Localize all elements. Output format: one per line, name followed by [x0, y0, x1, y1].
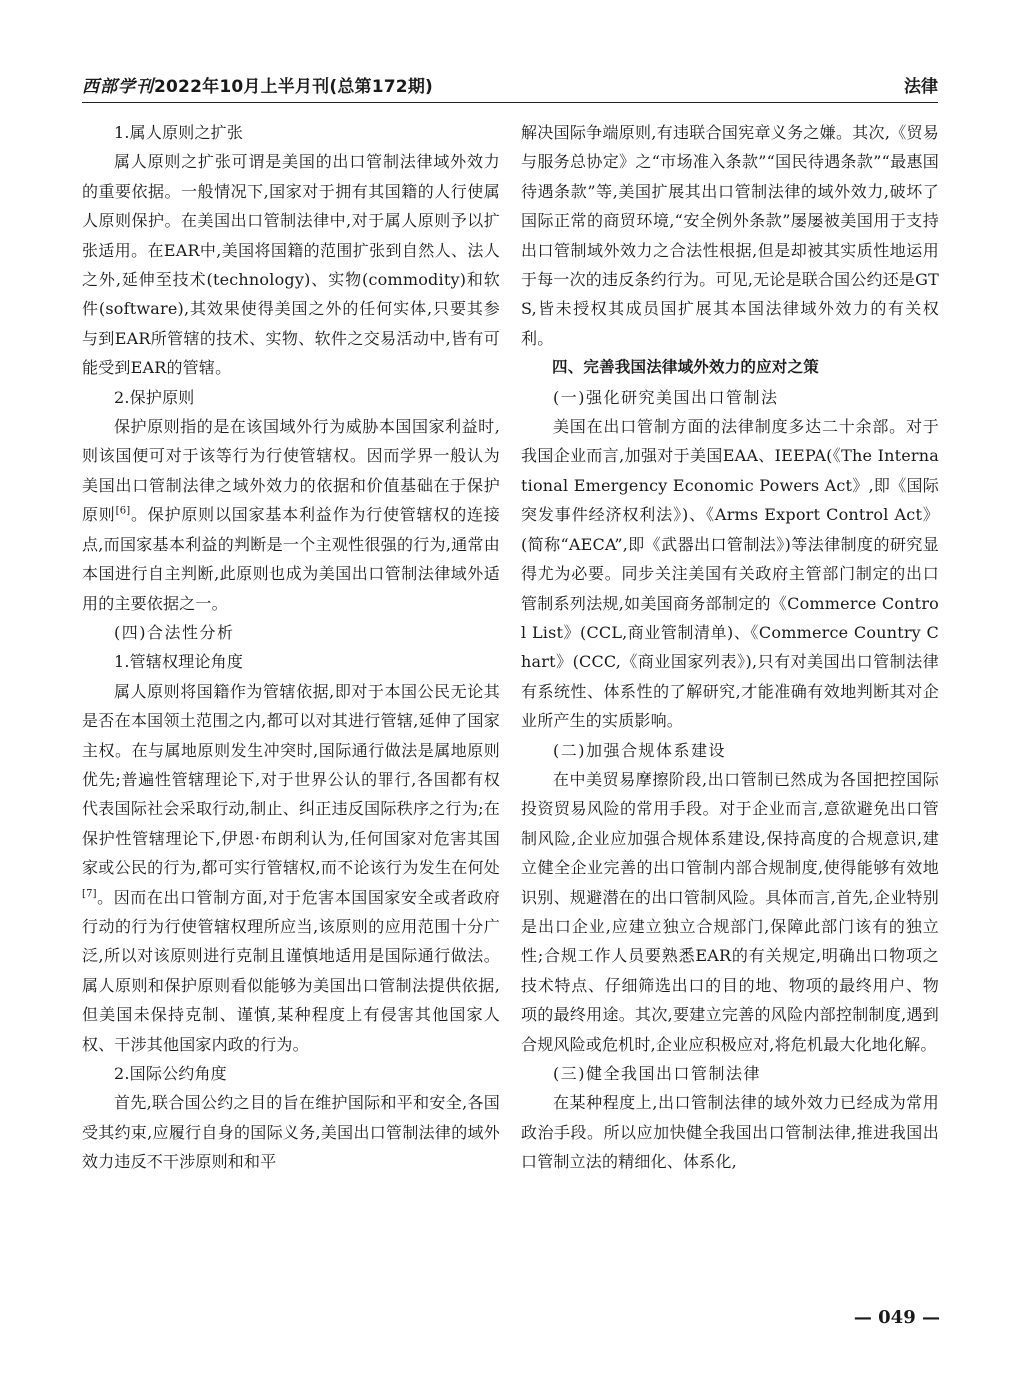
page-number: — 049 —: [853, 1307, 940, 1328]
subheading-personal-principle: 1.属人原则之扩张: [114, 123, 244, 142]
subsection-heading-research: (一)强化研究美国出口管制法: [553, 387, 779, 407]
journal-title: [82, 72, 433, 97]
paragraph: 在中美贸易摩擦阶段,出口管制已然成为各国把控国际投资贸易风险的常用手段。对于企业而言,意欲避免出口管制风险,企业应加强合规体系建设,保持高度的合规意识,建立健全企业完善的出口管制内部合规制度,使得能够有效地识别、规避潜在的出口管制风险。具体而言,首先,企业特别是出口企业,应建立独立合规部门,保障此部门该有的独立性;合规工作人员要熟悉EAR的有关规定,明确出口物项之技术特点、仔细筛选出口的目的地、物项的最终用户、物项的最终用途。其次,要建立完善的风险内部控制制度,遇到合规风险或危机时,企业应积极应对,将危机最大化地化解。: [521, 769, 939, 1054]
running-header: [82, 72, 938, 103]
paragraph: 属人原则之扩张可谓是美国的出口管制法律域外效力的重要依据。一般情况下,国家对于拥有其国籍的人行使属人原则保护。在美国出口管制法律中,对于属人原则予以扩张适用。在EAR中,美国将国籍的范围扩张到自然人、法人之外,延伸至技术(technology)、实物(commodity)和软件(software),其效果使得美国之外的任何实体,只要其参与到EAR所管辖的技术、实物、软件之交易活动中,皆有可能受到EAR的管辖。: [82, 152, 500, 378]
right-column: [521, 118, 939, 1177]
subsection-heading-legality: (四)合法性分析: [114, 622, 235, 642]
citation-ref: [7]: [82, 888, 97, 900]
paragraph-text: 。因而在出口管制方面,对于危害本国国家安全或者政府行动的行为行使管辖权理所应当,该原则的应用范围十分广泛,所以对该原则进行克制且谨慎地适用是国际通行做法。属人原则和保护原则看似能够为美国出口管制法提供依据,但美国未保持克制、谨慎,某种程度上有侵害其他国家人权、干涉其他国家内政的行为。: [82, 887, 500, 1054]
paragraph: 首先,联合国公约之目的旨在维护国际和平和安全,各国受其约束,应履行自身的国际义务,美国出口管制法律的域外效力违反不干涉原则和和平: [82, 1093, 500, 1172]
citation-ref: [6]: [115, 505, 131, 517]
paragraph-text: 属人原则将国籍作为管辖依据,即对于本国公民无论其是否在本国领土范围之内,都可以对其进行管辖,延伸了国家主权。在与属地原则发生冲突时,国际通行做法是属地原则优先;普遍性管辖理论下,对于世界公认的罪行,各国都有权代表国际社会采取行动,制止、纠正违反国际秩序之行为;在保护性管辖理论下,伊恩·布朗利认为,任何国家对危害其国家或公民的行为,都可实行管辖权,而不论该行为发生在何处: [82, 681, 500, 878]
section-label: 法律: [904, 77, 938, 97]
journal-issue: 2022年10月上半月刊(总第172期): [154, 77, 433, 97]
subheading-jurisdiction: 1.管辖权理论角度: [114, 652, 244, 672]
subheading-protection-principle: 2.保护原则: [114, 387, 195, 407]
subheading-convention: 2.国际公约角度: [114, 1064, 227, 1083]
subsection-heading-legislation: (三)健全我国出口管制法律: [553, 1064, 761, 1083]
paragraph-text: 。保护原则以国家基本利益作为行使管辖权的连接点,而国家基本利益的判断是一个主观性很强的行为,通常由本国进行自主判断,此原则也成为美国出口管制法律域外适用的主要依据之一。: [82, 505, 500, 613]
left-column: [82, 118, 500, 1177]
paragraph: 美国在出口管制方面的法律制度多达二十余部。对于我国企业而言,加强对于美国EAA、IEEPA(《The International Emergency Economic Powers Act》,即《国际突发事件经济权利法》)、《Arms Export Control Act》(简称“AECA”,即《武器出口管制法》)等法律制度的研究显得尤为必要。同步关注美国有关政府主管部门制定的出口管制系列法规,如美国商务部制定的《Commerce Control List》(CCL,商业管制清单)、《Commerce Country Chart》(CCC,《商业国家列表》),只有对美国出口管制法律有系统性、体系性的了解研究,才能准确有效地判断其对企业所产生的实质影响。: [521, 417, 939, 731]
section-heading-countermeasures: 四、完善我国法律域外效力的应对之策: [552, 358, 819, 377]
paragraph-continued: 解决国际争端原则,有违联合国宪章义务之嫌。其次,《贸易与服务总协定》之“市场准入条款”“国民待遇条款”“最惠国待遇条款”等,美国扩展其出口管制法律的域外效力,破坏了国际正常的商贸环境,“安全例外条款”屡屡被美国用于支持出口管制域外效力之合法性根据,但是却被其实质性地运用于每一次的违反条约行为。可见,无论是联合国公约还是GTS,皆未授权其成员国扩展其本国法律域外效力的有关权利。: [521, 123, 939, 348]
subsection-heading-compliance: (二)加强合规体系建设: [553, 740, 726, 760]
paragraph: 在某种程度上,出口管制法律的域外效力已经成为常用政治手段。所以应加快健全我国出口管制法律,推进我国出口管制立法的精细化、体系化,: [521, 1093, 939, 1172]
paragraph-text: 保护原则指的是在该国域外行为威胁本国国家利益时,则该国便可对于该等行为行使管辖权。因而学界一般认为美国出口管制法律之域外效力的依据和价值基础在于保护原则: [82, 417, 500, 525]
paragraph: [82, 677, 500, 1059]
paragraph: [82, 412, 500, 618]
journal-logo: 西部学刊: [82, 77, 154, 97]
